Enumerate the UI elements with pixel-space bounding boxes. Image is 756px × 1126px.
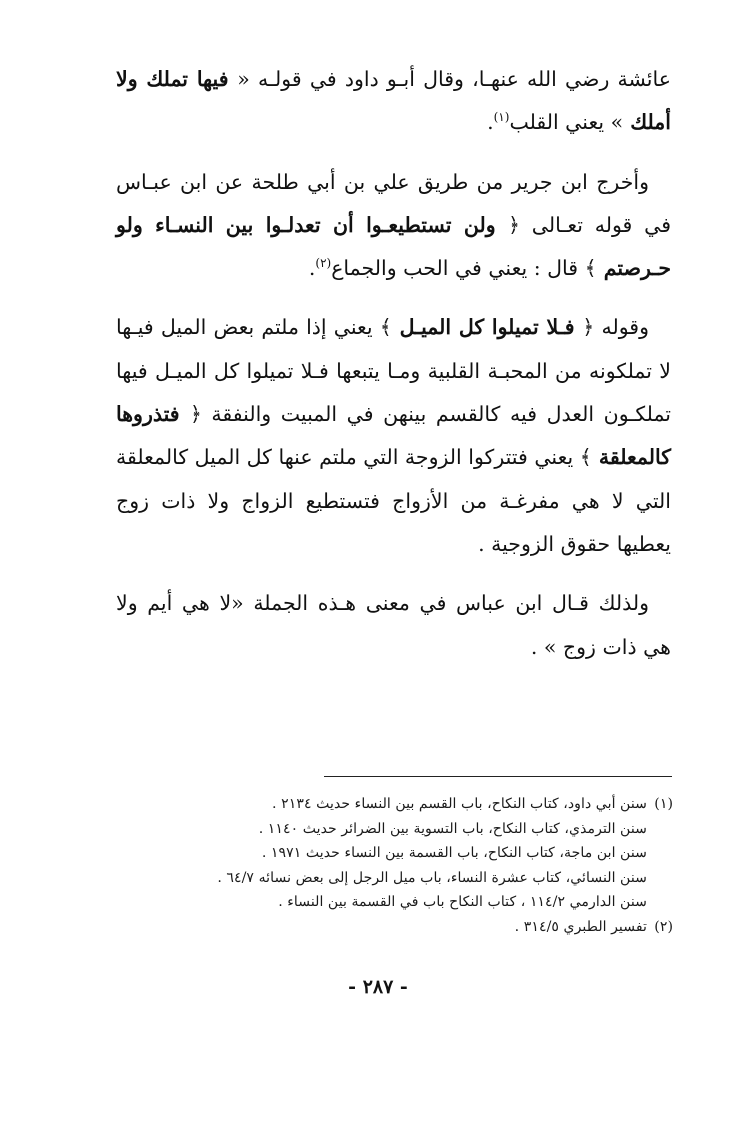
footnote-text: سنن ابن ماجة، كتاب النكاح، باب القسمة بين النساء حديث ١٩٧١ .	[261, 845, 647, 862]
paragraph-4	[116, 582, 671, 669]
quran-verse: ولن تستطيعـوا أن تعدلـوا بين النسـاء ولو حـرصتم	[116, 212, 671, 281]
paragraph-3	[116, 306, 671, 566]
text-run: ﴾ يعني إذا ملتم بعض الميل فيـها لا تملكونه من المحبـة القلبية ومـا يتبعها فـلا تميلوا كل الميـل فيها تملكـون العدل فيه كالقسم بينهن في المبيت والنفقة ﴿	[116, 315, 671, 427]
footnote-line	[150, 817, 673, 842]
footnote-text: سنن النسائي، كتاب عشرة النساء، باب ميل الرجل إلى بعض نسائه ٦٤/٧ .	[217, 869, 647, 886]
text-run: ولذلك قـال ابن عباس في معنى هـذه الجملة «لا هي أيم ولا هي ذات زوج » .	[116, 591, 671, 659]
footnote-text: سنن أبي داود، كتاب النكاح، باب القسم بين النساء حديث ٢١٣٤ .	[272, 796, 647, 812]
main-text	[116, 58, 671, 685]
footnote-line	[150, 792, 673, 817]
footnote-divider	[324, 776, 672, 777]
text-run: عائشة رضي الله عنهـا، وقال أبـو داود في قولـه «	[237, 67, 671, 91]
footnote-line	[150, 841, 673, 866]
text-run: ﴾ يعني فتتركوا الزوجة التي ملتم عنها كل الميل كالمعلقة التي لا هي مفرغـة من الأزواج فتستطيع الزواج ولا ذات زوج يعطيها حقوق الزوجية .	[115, 445, 671, 556]
footnote-line	[150, 866, 673, 891]
text-run: » يعني القلب	[509, 110, 624, 135]
footnote-line	[150, 890, 673, 915]
footnote-number: (٢)	[654, 918, 673, 935]
footnotes	[150, 792, 673, 940]
quran-verse: فتذروها كالمعلقة	[116, 402, 671, 470]
quoted-text: فيها تملك ولا أملك	[116, 67, 671, 135]
paragraph-2	[116, 161, 671, 291]
text-run: ﴾ قال : يعني في الحب والجماع	[331, 256, 597, 281]
page-number: - ٢٨٧ -	[348, 976, 408, 998]
paragraph-1	[116, 58, 671, 145]
footnote-line	[150, 915, 673, 940]
text-run: وأخرج ابن جرير من طريق علي بن أبي طلحة عن ابن عبـاس في قوله تعـالى ﴿	[116, 169, 671, 237]
text-run: .	[308, 256, 316, 281]
footnote-text: سنن الدارمي ١١٤/٢ ، كتاب النكاح باب في القسمة بين النساء .	[278, 894, 647, 911]
text-run: وقوله ﴿	[582, 315, 649, 340]
footnote-ref: (٢)	[315, 256, 332, 271]
text-run: .	[487, 110, 494, 135]
quran-verse: فـلا تميلوا كل الميـل	[391, 315, 583, 340]
footnote-text: تفسير الطبري ٣١٤/٥ .	[514, 918, 647, 935]
footnote-text: سنن الترمذي، كتاب النكاح، باب التسوية بين الضرائر حديث ١١٤٠ .	[258, 820, 647, 837]
footnote-ref: (١)	[493, 110, 510, 125]
footnote-number: (١)	[654, 796, 673, 812]
